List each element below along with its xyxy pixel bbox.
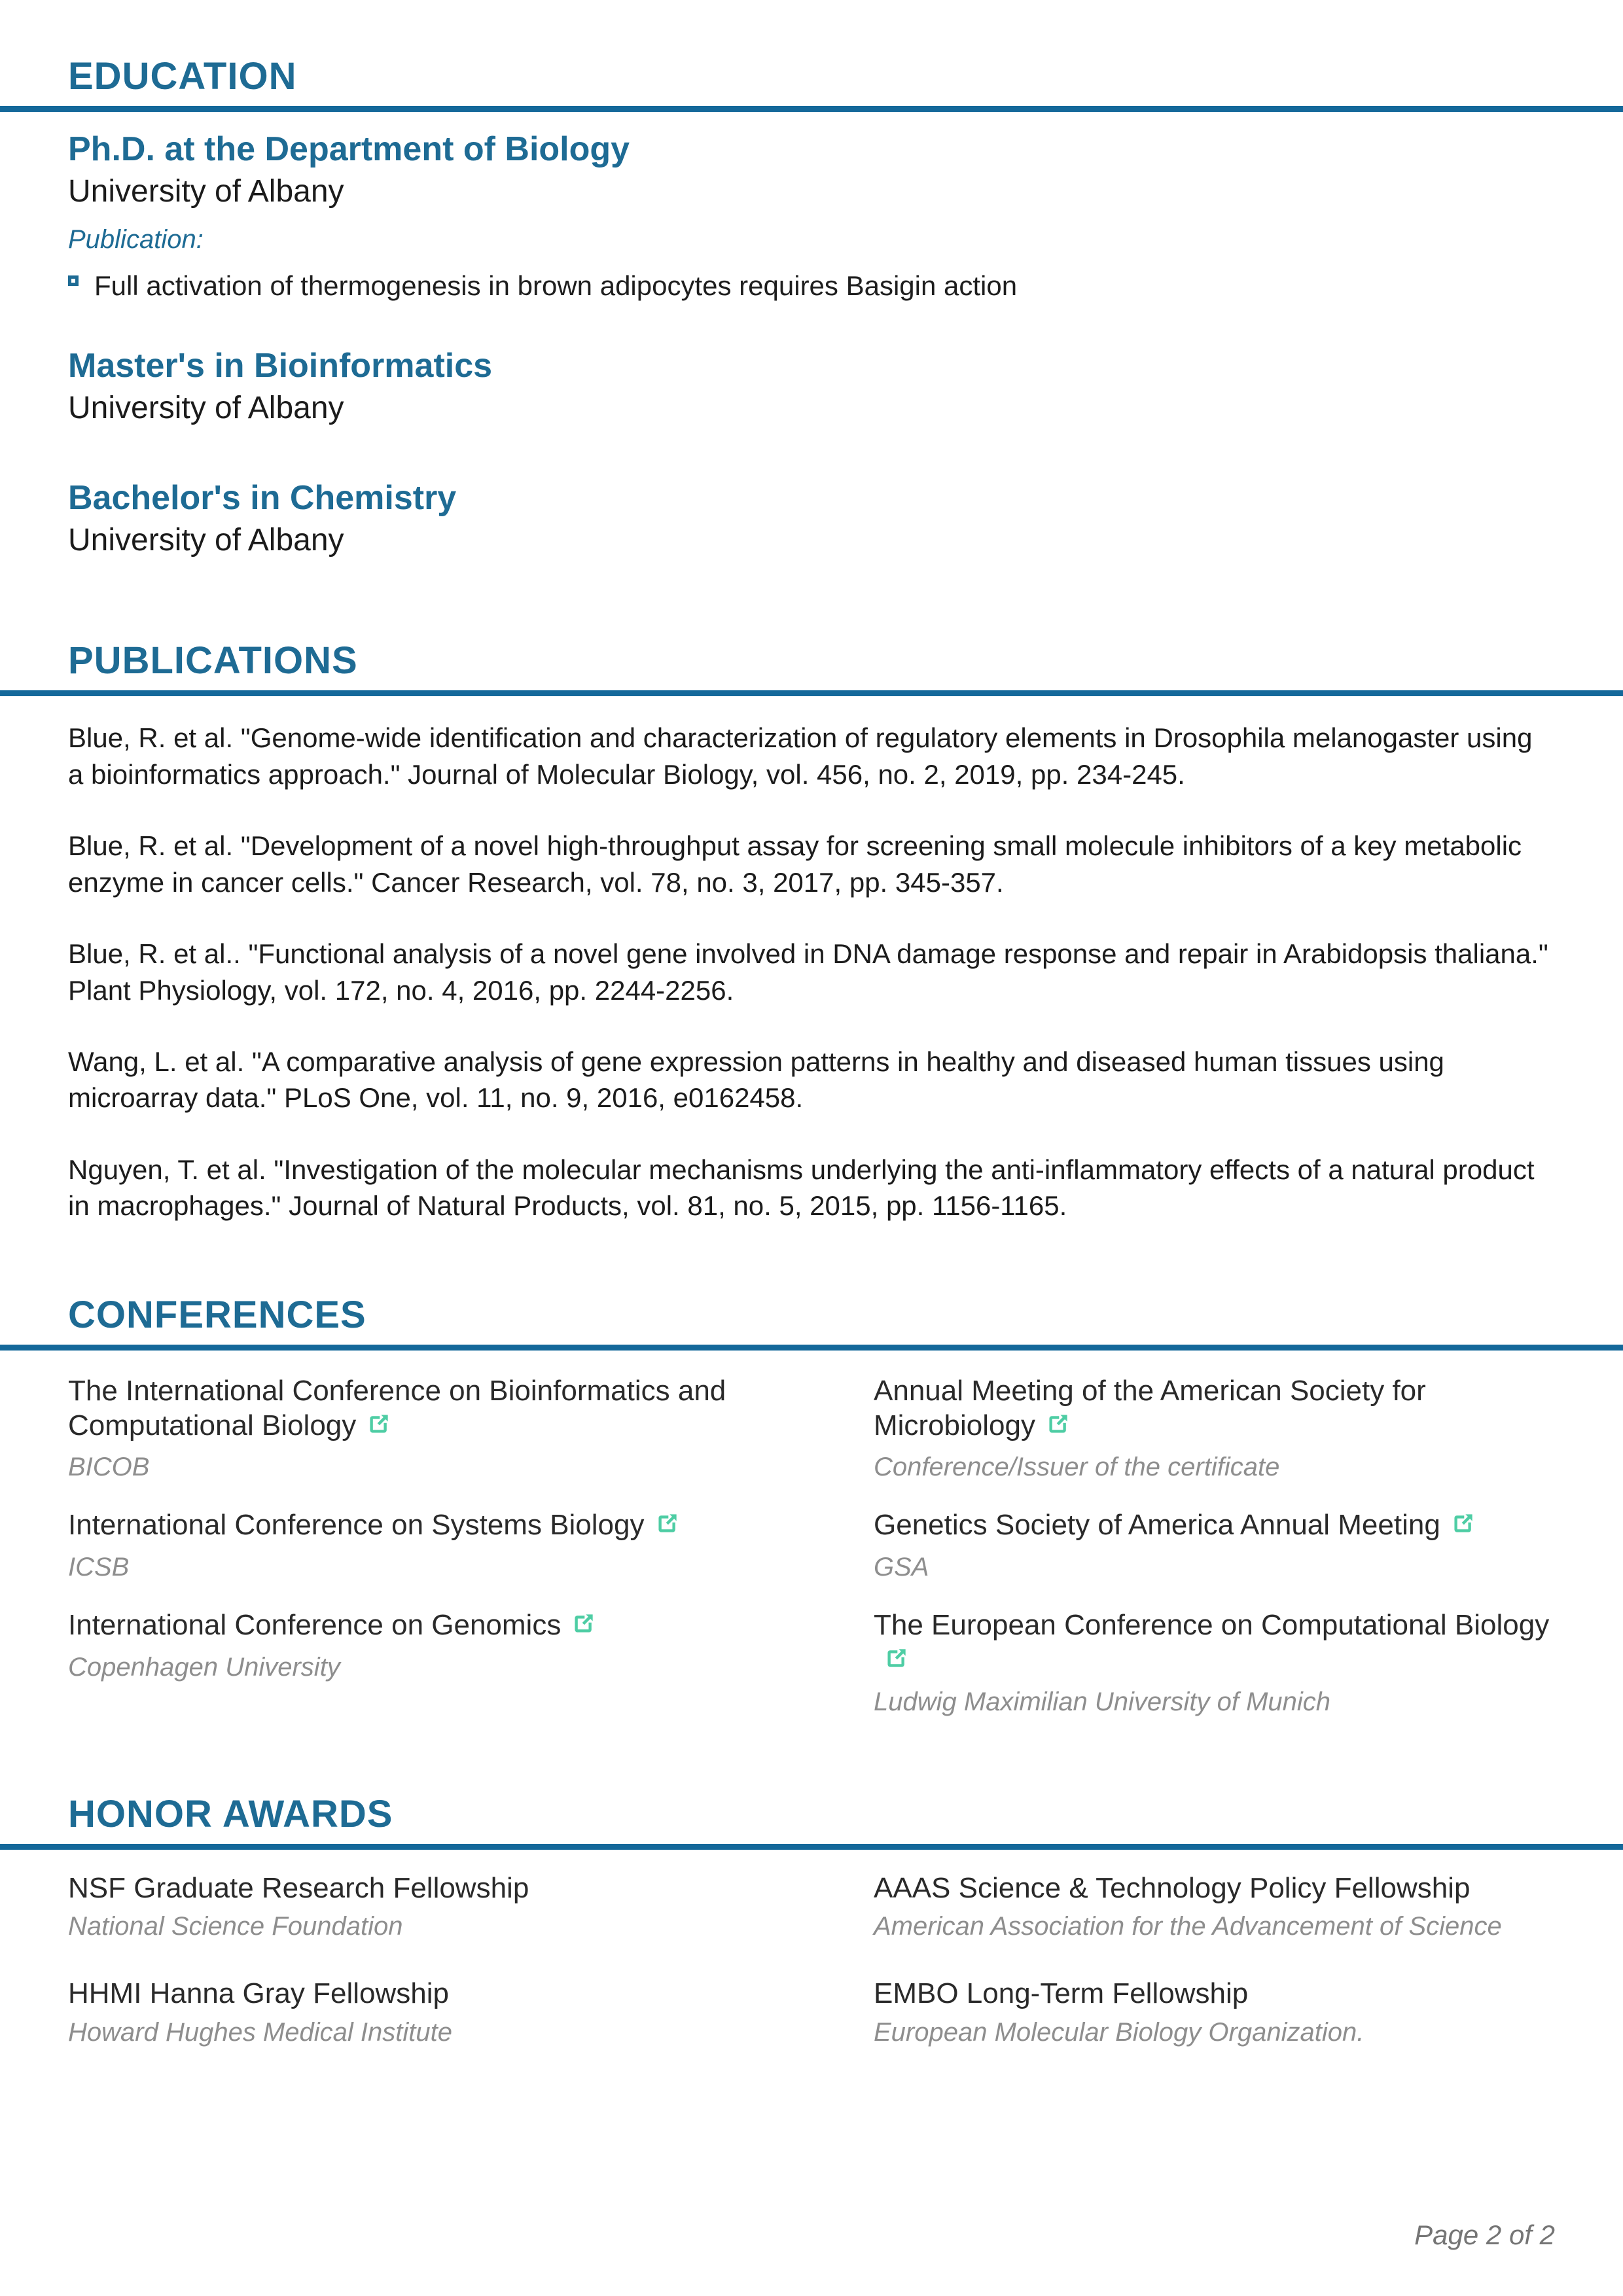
section-education [0, 0, 1623, 557]
section-divider [0, 1844, 1623, 1850]
publication-item: Blue, R. et al.. "Functional analysis of a novel gene involved in DNA damage response and repair in Arabidopsis thaliana." Plant Physiology, vol. 172, no. 4, 2016, pp. 2244-2256. [68, 938, 1548, 1006]
award-name: HHMI Hanna Gray Fellowship [68, 1977, 449, 2010]
section-title-conferences: CONFERENCES [68, 1293, 366, 1336]
school-name: University of Albany [68, 390, 344, 425]
square-bullet-icon [68, 275, 79, 286]
section-divider [0, 690, 1623, 696]
conference-item [874, 1508, 1555, 1582]
section-title-honor-awards: HONOR AWARDS [68, 1792, 393, 1835]
conference-organizer: Copenhagen University [68, 1652, 340, 1682]
degree-title: Ph.D. at the Department of Biology [68, 130, 630, 168]
section-conferences [0, 1293, 1623, 1717]
publication-item: Nguyen, T. et al. "Investigation of the molecular mechanisms underlying the anti-inflammatory effects of a natural product in macrophages." Journal of Natural Products, vol. 81, no. 5, 2015, pp. 1156-1165. [68, 1154, 1535, 1222]
award-name: AAAS Science & Technology Policy Fellowship [874, 1871, 1471, 1904]
conference-organizer: ICSB [68, 1553, 130, 1582]
publication-bullet-item [68, 270, 1555, 302]
school-name: University of Albany [68, 173, 344, 209]
award-item [874, 1977, 1555, 2047]
award-name: EMBO Long-Term Fellowship [874, 1977, 1249, 2010]
publication-bullet-text: Full activation of thermogenesis in brown adipocytes requires Basigin action [94, 270, 1018, 301]
conference-item [68, 1608, 749, 1717]
conference-organizer: GSA [874, 1553, 929, 1582]
conference-item [874, 1608, 1555, 1717]
award-issuer: Howard Hughes Medical Institute [68, 2017, 452, 2047]
award-name: NSF Graduate Research Fellowship [68, 1871, 529, 1904]
external-link-icon[interactable] [883, 1644, 910, 1672]
conference-organizer: Ludwig Maximilian University of Munich [874, 1687, 1331, 1716]
education-entry [68, 348, 1555, 425]
conference-name: The International Conference on Bioinformatics and Computational Biology [68, 1374, 726, 1441]
section-honor-awards [0, 1792, 1623, 2047]
degree-title: Master's in Bioinformatics [68, 347, 493, 385]
conference-organizer: BICOB [68, 1453, 150, 1482]
award-issuer: European Molecular Biology Organization. [874, 2017, 1364, 2047]
section-publications [0, 639, 1623, 1224]
award-issuer: American Association for the Advancement of Science [874, 1912, 1502, 1941]
conference-name: International Conference on Systems Biology [68, 1509, 645, 1542]
award-item [68, 1872, 749, 1942]
education-entry [68, 132, 1555, 302]
publication-item: Wang, L. et al. "A comparative analysis of gene expression patterns in healthy and diseased human tissues using microarray data." PLoS One, vol. 11, no. 9, 2016, e0162458. [68, 1046, 1444, 1114]
external-link-icon[interactable] [570, 1610, 597, 1637]
external-link-icon[interactable] [1450, 1510, 1477, 1537]
conference-organizer: Conference/Issuer of the certificate [874, 1453, 1280, 1482]
education-entry [68, 480, 1555, 557]
external-link-icon[interactable] [654, 1510, 681, 1537]
award-item [68, 1977, 749, 2047]
conference-item [874, 1374, 1555, 1483]
school-name: University of Albany [68, 522, 344, 557]
conference-name: The European Conference on Computational Biology [874, 1609, 1550, 1642]
publication-item: Blue, R. et al. "Development of a novel high-throughput assay for screening small molecule inhibitors of a key metabolic enzyme in cancer cells." Cancer Research, vol. 78, no. 3, 2017, pp. 345-357. [68, 830, 1522, 898]
section-title-publications: PUBLICATIONS [68, 639, 358, 682]
degree-title: Bachelor's in Chemistry [68, 479, 457, 518]
conference-name: International Conference on Genomics [68, 1609, 562, 1642]
publication-item: Blue, R. et al. "Genome-wide identification and characterization of regulatory elements in Drosophila melanogaster using a bioinformatics approach." Journal of Molecular Biology, vol. 456, no. 2, 2019, pp. 234-245. [68, 722, 1533, 790]
section-divider [0, 106, 1623, 112]
publication-label: Publication: [68, 224, 204, 254]
award-item [874, 1872, 1555, 1942]
conference-name: Annual Meeting of the American Society for Microbiology [874, 1374, 1426, 1441]
external-link-icon[interactable] [365, 1410, 393, 1438]
conference-item [68, 1374, 749, 1483]
conference-name: Genetics Society of America Annual Meeting [874, 1509, 1440, 1542]
section-divider [0, 1345, 1623, 1351]
page-number: Page 2 of 2 [1414, 2219, 1555, 2250]
external-link-icon[interactable] [1044, 1410, 1072, 1438]
award-issuer: National Science Foundation [68, 1912, 403, 1941]
section-title-education: EDUCATION [68, 55, 297, 97]
conference-item [68, 1508, 749, 1582]
